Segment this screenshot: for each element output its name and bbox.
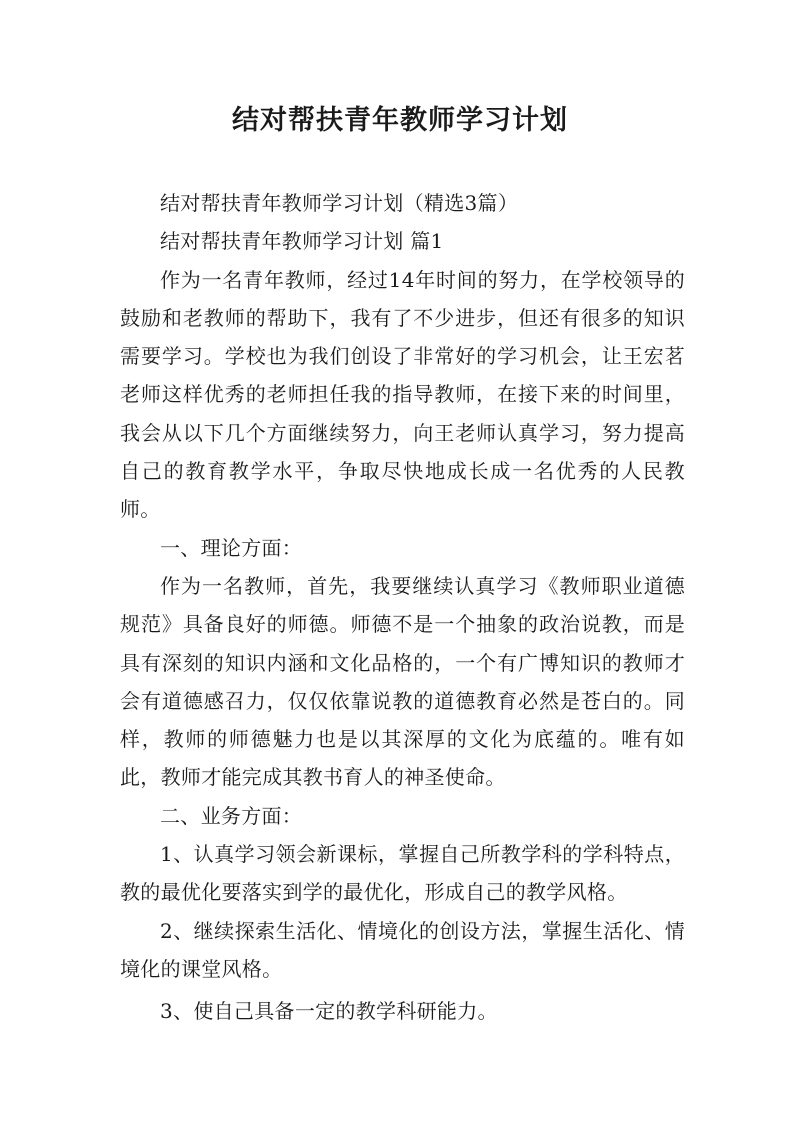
subtitle-selection: 结对帮扶青年教师学习计划（精选3篇） xyxy=(160,191,519,215)
heading-theory: 一、理论方面： xyxy=(160,535,303,560)
list-item-2: 2、继续探索生活化、情境化的创设方法，掌握生活化、情境化的课堂风格。 xyxy=(120,918,685,981)
list-item-1: 1、认真学习领会新课标，掌握自己所教学科的学科特点，教的最优化要落实到学的最优化，形成自己的教学风格。 xyxy=(120,842,685,905)
document-body xyxy=(120,184,685,1031)
paragraph-theory: 作为一名教师，首先，我要继续认真学习《教师职业道德规范》具备良好的师德。师德不是一个抽象的政治说教，而是具有深刻的知识内涵和文化品格的，一个有广博知识的教师才会有道德感召力，仅仅依靠说教的道德教育必然是苍白的。同样，教师的师德魅力也是以其深厚的文化为底蕴的。唯有如此，教师才能完成其教书育人的神圣使命。 xyxy=(120,573,685,790)
document-title: 结对帮扶青年教师学习计划 xyxy=(232,105,568,136)
paragraph-intro: 作为一名青年教师，经过14年时间的努力，在学校领导的鼓励和老教师的帮助下，我有了不少进步，但还有很多的知识需要学习。学校也为我们创设了非常好的学习机会，让王宏茗老师这样优秀的老师担任我的指导教师，在接下来的时间里，我会从以下几个方面继续努力，向王老师认真学习，努力提高自己的教育教学水平，争取尽快地成长成一名优秀的人民教师。 xyxy=(120,267,685,522)
section-heading-part-1: 结对帮扶青年教师学习计划 篇1 xyxy=(160,229,444,254)
list-item-3: 3、使自己具备一定的教学科研能力。 xyxy=(160,999,498,1024)
heading-business: 二、业务方面： xyxy=(160,803,303,828)
